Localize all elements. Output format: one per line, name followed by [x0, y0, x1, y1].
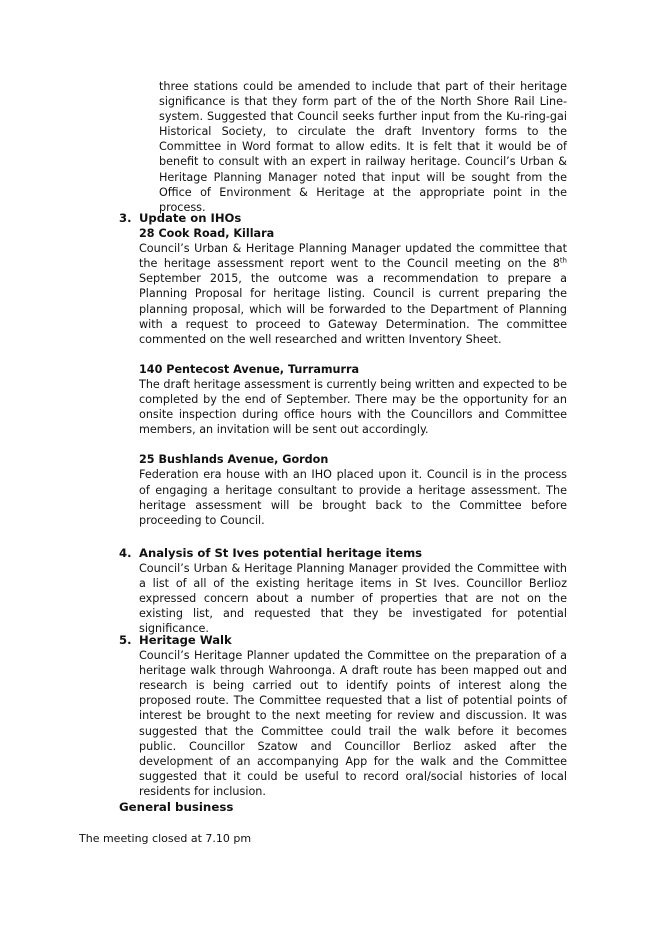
item-body: [139, 633, 567, 799]
pentecost-text: The draft heritage assessment is currently being written and expected to be completed by the end of September. There may be the opportunity for an onsite inspection during office hours with the Councillors and Committee members, an invitation will be sent out accordingly.: [139, 377, 567, 437]
item-body: [139, 211, 567, 528]
meeting-closed-text: The meeting closed at 7.10 pm: [79, 832, 252, 845]
item-heading: Analysis of St Ives potential heritage items: [139, 546, 423, 560]
item-text: Council’s Urban & Heritage Planning Manager provided the Committee with a list of all of the existing heritage items in St Ives. Councillor Berlioz expressed concern about a number of properties that are not on the existing list, and requested that they be investigated for potential significance.: [139, 562, 567, 636]
item-text: Council’s Heritage Planner updated the Committee on the preparation of a heritage walk through Wahroonga. A draft route has been mapped out and research is being carried out to identify points of interest along the proposed route. The Committee requested that a list of potential points of interest be brought to the next meeting for review and discussion. It was suggested that the Committee could trail the walk before it becomes public. Councillor Szatow and Councillor Berlioz asked after the development of an accompanying App for the walk and the Committee suggested that it could be useful to record oral/social histories of local residents for inclusion.: [139, 649, 567, 798]
continuation-paragraph: three stations could be amended to include that part of their heritage significance is that they form part of the of the North Shore Rail Line-system. Suggested that Council seeks further input from the Ku-ring-gai Historical Society, to circulate the draft Inventory forms to the Committee in Word format to allow edits. It is felt that it would be of benefit to consult with an expert in railway heritage. Council’s Urban & Heritage Planning Manager noted that input will be sought from the Office of Environment & Heritage at the appropriate point in the process.: [159, 80, 567, 214]
subheading-bushlands-avenue: 25 Bushlands Avenue, Gordon: [139, 453, 329, 467]
item-heading: Update on IHOs: [139, 211, 242, 225]
item-heading: Heritage Walk: [139, 633, 232, 647]
ordinal-suffix: th: [559, 256, 567, 265]
cook-road-text-a: Council’s Urban & Heritage Planning Manager updated the committee that the heritage assessment report went to the Council meeting on the 8: [139, 242, 567, 271]
subheading-pentecost-avenue: 140 Pentecost Avenue, Turramurra: [139, 362, 360, 376]
item-number: 4.: [119, 546, 132, 560]
subheading-cook-road: 28 Cook Road, Killara: [139, 227, 275, 241]
item-number: 3.: [119, 211, 132, 225]
general-business-heading: General business: [119, 800, 234, 814]
cook-road-text: [139, 241, 567, 347]
item-number: 5.: [119, 633, 132, 647]
cook-road-text-b: September 2015, the outcome was a recommendation to prepare a Planning Proposal for heritage listing. Council is current preparing the planning proposal, which will be forwarded to the Department of Planning with a request to proceed to Gateway Determination. The committee commented on the well researched and written Inventory Sheet.: [139, 272, 567, 346]
bushlands-text: Federation era house with an IHO placed upon it. Council is in the process of engaging a heritage consultant to provide a heritage assessment. The heritage assessment will be brought back to the Committee before proceeding to Council.: [139, 468, 567, 527]
item-body: [139, 546, 567, 637]
